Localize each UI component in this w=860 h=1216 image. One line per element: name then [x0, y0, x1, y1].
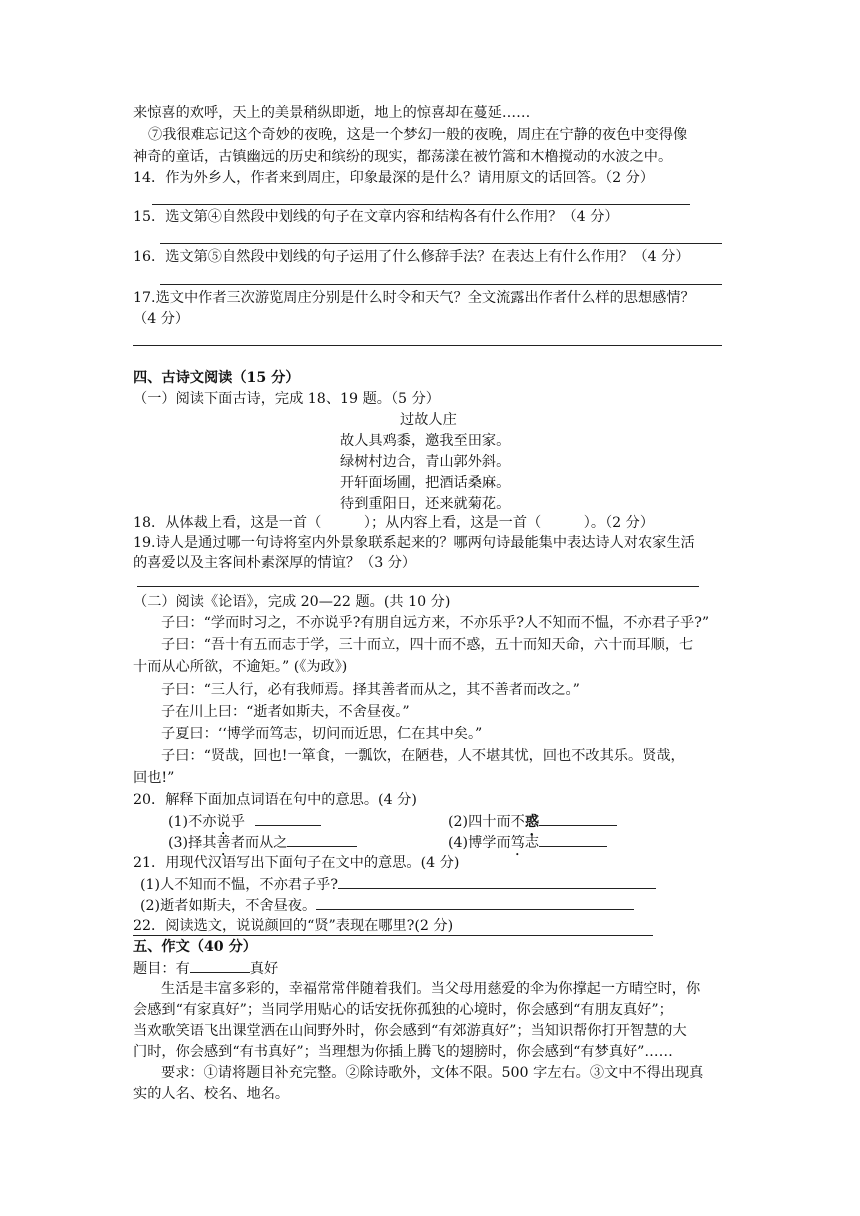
analects-passage: 子曰：“贤哉，回也!一箪食，一瓢饮，在陋巷，人不堪其忧，回也不改其乐。贤哉， [161, 748, 685, 764]
question-22: 22．阅读选文，说说颜回的“贤”表现在哪里?(2 分) [133, 918, 454, 934]
dotted-word: 惑 [524, 814, 540, 830]
passage-line: 来惊喜的欢呼，天上的美景稍纵即逝，地上的惊喜却在蔓延…… [133, 105, 531, 121]
q20-item-text: 乎 [230, 814, 245, 830]
analects-passage: 子夏曰：‘‘博学而笃志，切问而近思，仁在其中矣。” [161, 726, 483, 742]
analects-passage: 回也!” [133, 770, 175, 786]
q21-item-1 [140, 874, 656, 895]
essay-prompt: 当欢歌笑语飞出课堂洒在山间野外时，你会感到“有郊游真好”；当知识帮你打开智慧的大 [133, 1023, 687, 1039]
poem-line: 开轩面场圃，把酒话桑麻。 [340, 475, 511, 491]
part-1-intro: （一）阅读下面古诗，完成 18、19 题。（5 分） [133, 391, 440, 407]
answer-blank[interactable] [316, 895, 634, 910]
q21-item-text: (1)人不知而不愠，不亦君子乎? [140, 877, 338, 893]
question-17-cont: （4 分） [133, 311, 190, 327]
poem-line: 绿树村边合，青山郭外斜。 [340, 454, 511, 470]
topic-prefix: 题目：有 [133, 961, 190, 977]
answer-line-22[interactable] [133, 935, 653, 936]
question-16: 16．选文第⑤自然段中划线的句子运用了什么修辞手法？在表达上有什么作用？（4 分） [133, 249, 690, 265]
topic-suffix: 真好 [249, 961, 279, 977]
question-19: 19.诗人是通过哪一句诗将室内外景象联系起来的？哪两句诗最能集中表达诗人对农家生活 [133, 535, 695, 551]
essay-prompt: 会感到“有家真好”；当同学用贴心的话安抚你孤独的心境时，你会感到“有朋友真好”； [133, 1002, 673, 1018]
q20-item-text: (2)四十而不 [448, 814, 525, 830]
q20-item-text: (1)不亦 [168, 814, 217, 830]
passage-paragraph-7-cont: 神奇的童话，古镇幽远的历史和缤纷的现实，都荡漾在被竹篙和木橹搅动的水波之中。 [133, 149, 673, 165]
essay-requirements-cont: 实的人名、校名、地名。 [133, 1086, 290, 1102]
analects-passage: 子曰：“吾十有五而志于学，三十而立，四十而不惑，五十而知天命，六十而耳顺，七 [161, 637, 694, 653]
analects-passage: 子在川上曰：“逝者如斯夫，不舍昼夜。” [161, 704, 410, 720]
answer-blank[interactable] [338, 874, 656, 889]
question-18: 18．从体裁上看，这是一首（ ）；从内容上看，这是一首（ ）。（2 分） [133, 515, 655, 531]
q21-item-text: (2)逝者如斯夫，不舍昼夜。 [140, 898, 317, 914]
answer-blank[interactable] [539, 811, 617, 826]
question-20: 20．解释下面加点词语在句中的意思。(4 分) [133, 792, 417, 808]
question-21: 21．用现代汉语写出下面句子在文中的意思。(4 分) [133, 855, 460, 871]
question-14: 14．作为外乡人，作者来到周庄，印象最深的是什么？请用原文的话回答。（2 分） [133, 170, 655, 186]
q20-item-text: 志 [524, 835, 540, 851]
q20-item-text: 者而从之 [230, 835, 288, 851]
analects-passage: 子曰：“三人行，必有我师焉。择其善者而从之，其不善者而改之。” [161, 682, 580, 698]
topic-blank[interactable] [190, 958, 250, 973]
analects-passage: 十而从心所欲，不逾矩。” (《为政》) [133, 659, 348, 675]
section-4-heading: 四、古诗文阅读（15 分） [133, 370, 300, 386]
q20-item-4 [448, 832, 607, 859]
question-17: 17.选文中作者三次游览周庄分别是什么时令和天气？全文流露出作者什么样的思想感情？ [133, 290, 695, 306]
answer-line-15[interactable] [160, 243, 722, 244]
answer-line-17[interactable] [133, 345, 722, 346]
answer-blank[interactable] [539, 832, 607, 847]
answer-line-19[interactable] [137, 586, 699, 587]
essay-topic [133, 958, 278, 979]
answer-blank[interactable] [255, 811, 321, 826]
essay-prompt: 门时，你会感到“有书真好”；当理想为你插上腾飞的翅膀时，你会感到“有梦真好”…… [133, 1044, 673, 1060]
q21-item-2 [140, 895, 634, 916]
section-5-heading: 五、作文（40 分） [133, 939, 257, 955]
analects-passage: 子曰：“学而时习之，不亦说乎?有朋自远方来，不亦乐乎?人不知而不愠，不亦君子乎?” [161, 615, 710, 631]
question-19-cont: 的喜爱以及主客间朴素深厚的情谊？（3 分） [133, 555, 417, 571]
essay-prompt: 生活是丰富多彩的，幸福常常伴随着我们。当父母用慈爱的伞为你撑起一方晴空时，你 [161, 981, 701, 997]
question-15: 15．选文第④自然段中划线的句子在文章内容和结构各有什么作用？（4 分） [133, 209, 619, 225]
poem-line: 待到重阳日，还来就菊花。 [340, 496, 511, 512]
answer-line-16[interactable] [160, 284, 722, 285]
poem-line: 故人具鸡黍，邀我至田家。 [340, 433, 511, 449]
answer-line-14[interactable] [152, 204, 690, 205]
essay-requirements: 要求：①请将题目补充完整。②除诗歌外，文体不限。500 字左右。③文中不得出现真 [161, 1065, 704, 1081]
dotted-word: 善 [216, 835, 231, 851]
poem-title: 过故人庄 [400, 412, 457, 428]
part-2-intro: （二）阅读《论语》，完成 20—22 题。(共 10 分) [133, 594, 451, 610]
q20-item-text: (3)择其 [168, 835, 217, 851]
dotted-word: 笃 [510, 835, 525, 851]
dotted-word: 说 [216, 814, 231, 830]
answer-blank[interactable] [287, 832, 357, 847]
passage-paragraph-7: ⑦我很难忘记这个奇妙的夜晚，这是一个梦幻一般的夜晚，周庄在宁静的夜色中变得像 [148, 127, 688, 143]
q20-item-text: (4)博学而 [448, 835, 511, 851]
